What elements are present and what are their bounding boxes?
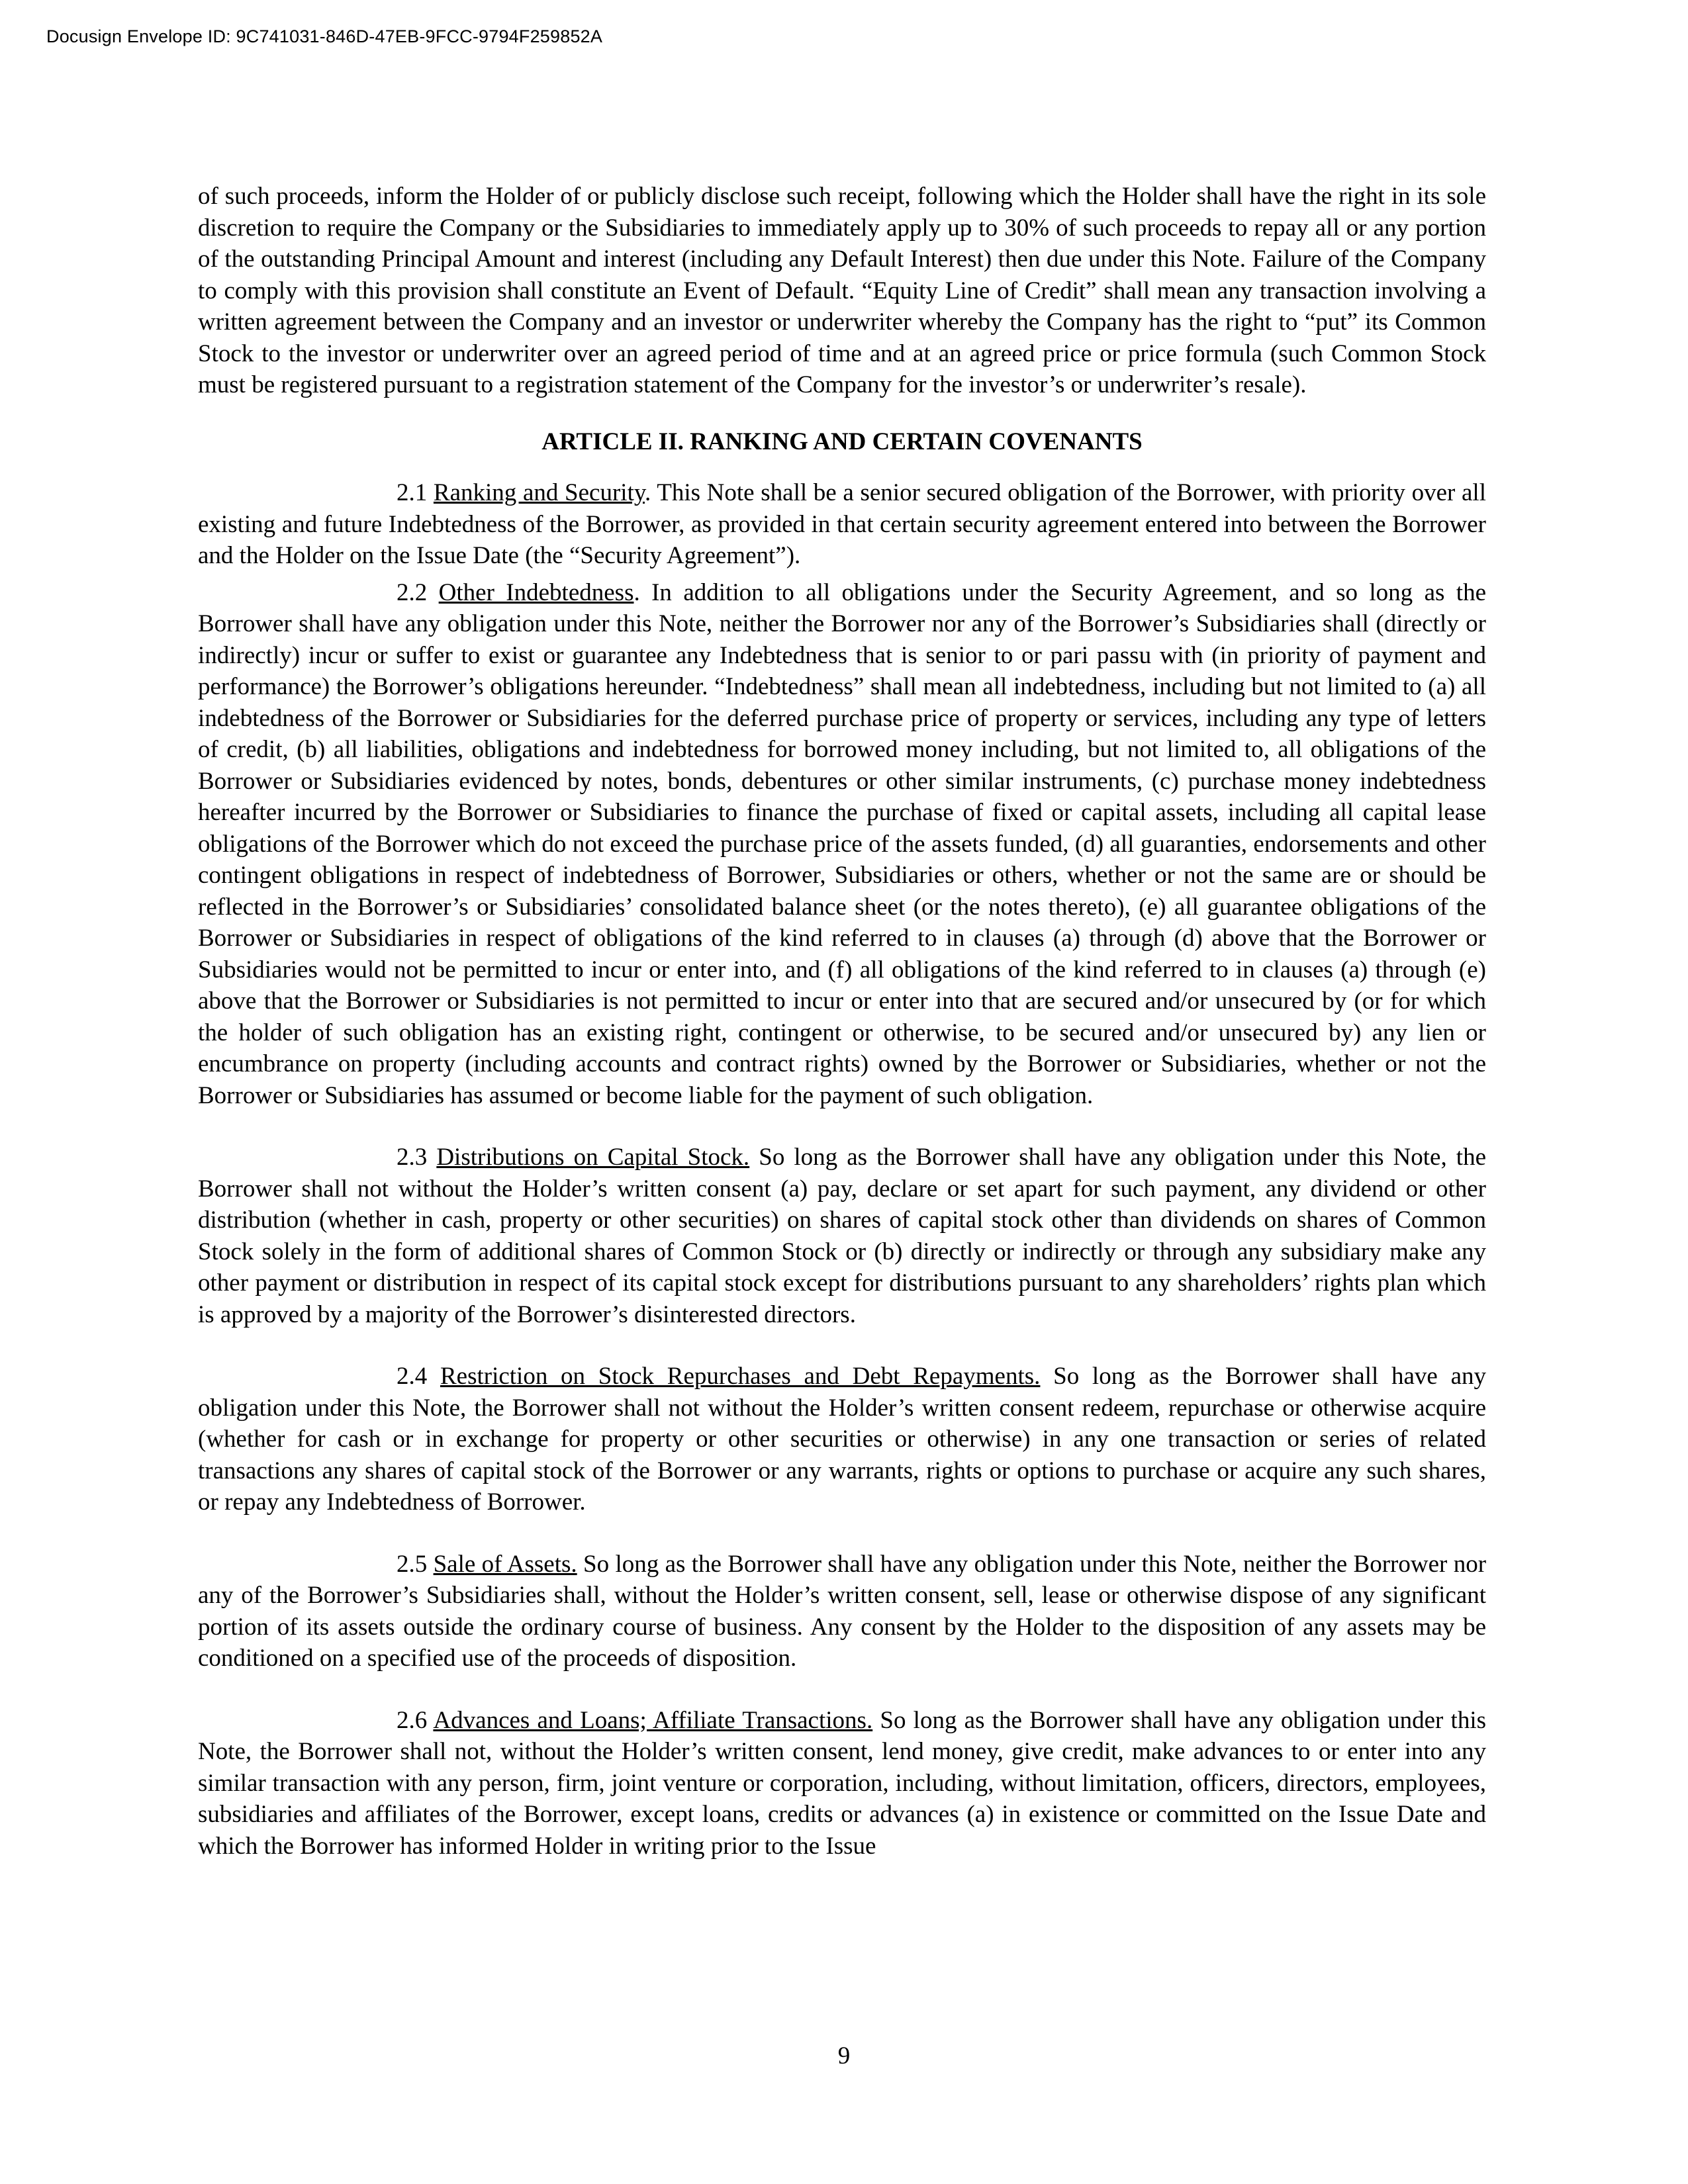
section-number: 2.2 (397, 578, 428, 606)
section-number: 2.4 (397, 1363, 428, 1390)
section-title: Sale of Assets. (433, 1550, 577, 1578)
section-title: Advances and Loans; Affiliate Transactions. (433, 1706, 873, 1734)
document-page (198, 181, 1486, 1862)
section-number: 2.1 (397, 479, 428, 506)
section-2-2 (198, 577, 1486, 1112)
section-2-6 (198, 1705, 1486, 1862)
article-heading: ARTICLE II. RANKING AND CERTAIN COVENANTS (541, 428, 1143, 455)
section-body: . In addition to all obligations under the Security Agreement, and so long as the Borrower shall have any obligation under this Note, neither the Borrower nor any of the Borrower’s Subsidiaries shall (directly or indirectly) incur or suffer to exist or guarantee any Indebtedness that is senior to or pari passu with (in priority of payment and performance) the Borrower’s obligations hereunder. “Indebtedness” shall mean all indebtedness, including but not limited to (a) all indebtedness of the Borrower or Subsidiaries for the deferred purchase price of property or services, including any type of letters of credit, (b) all liabilities, obligations and indebtedness for borrowed money including, but not limited to, all obligations of the Borrower or Subsidiaries evidenced by notes, bonds, debentures or other similar instruments, (c) purchase money indebtedness hereafter incurred by the Borrower or Subsidiaries to finance the purchase of fixed or capital assets, including all capital lease obligations of the Borrower which do not exceed the purchase price of the assets funded, (d) all guaranties, endorsements and other contingent obligations in respect of indebtedness of Borrower, Subsidiaries or others, whether or not the same are or should be reflected in the Borrower’s or Subsidiaries’ consolidated balance sheet (or the notes thereto), (e) all guarantee obligations of the Borrower or Subsidiaries in respect of obligations of the kind referred to in clauses (a) through (d) above that the Borrower or Subsidiaries would not be permitted to incur or enter into, and (f) all obligations of the kind referred to in clauses (a) through (e) above that the Borrower or Subsidiaries is not permitted to incur or enter into that are secured and/or unsecured by (or for which the holder of such obligation has an existing right, contingent or otherwise, to be secured and/or unsecured by) any lien or encumbrance on property (including accounts and contract rights) owned by the Borrower or Subsidiaries, whether or not the Borrower or Subsidiaries has assumed or become liable for the payment of such obligation. (198, 578, 1486, 1109)
section-title: Other Indebtedness (438, 578, 634, 606)
section-2-5 (198, 1549, 1486, 1674)
section-body: So long as the Borrower shall have any obligation under this Note, the Borrower shall not, without the Holder’s written consent, lend money, give credit, make advances to or enter into any similar transaction with any person, firm, joint venture or corporation, including, without limitation, officers, directors, employees, subsidiaries and affiliates of the Borrower, except loans, credits or advances (a) in existence or committed on the Issue Date and which the Borrower has informed Holder in writing prior to the Issue (198, 1706, 1486, 1860)
continuation-paragraph: of such proceeds, inform the Holder of or publicly disclose such receipt, following which the Holder shall have the right in its sole discretion to require the Company or the Subsidiaries to immediately apply up to 30% of such proceeds to repay all or any portion of the outstanding Principal Amount and interest (including any Default Interest) then due under this Note. Failure of the Company to comply with this provision shall constitute an Event of Default. “Equity Line of Credit” shall mean any transaction involving a written agreement between the Company and an investor or underwriter whereby the Company has the right to “put” its Common Stock to the investor or underwriter over an agreed period of time and at an agreed price or price formula (such Common Stock must be registered pursuant to a registration statement of the Company for the investor’s or underwriter’s resale). (198, 183, 1486, 398)
docusign-envelope-id: Docusign Envelope ID: 9C741031-846D-47EB-9FCC-9794F259852A (46, 26, 603, 46)
section-body: . This Note shall be a senior secured obligation of the Borrower, with priority over all existing and future Indebtedness of the Borrower, as provided in that certain security agreement entered into between the Borrower and the Holder on the Issue Date (the “Security Agreement”). (198, 479, 1486, 569)
section-body: So long as the Borrower shall have any obligation under this Note, the Borrower shall not without the Holder’s written consent redeem, repurchase or otherwise acquire (whether for cash or in exchange for property or other securities or otherwise) in any one transaction or series of related transactions any shares of capital stock of the Borrower or any warrants, rights or options to purchase or acquire any such shares, or repay any Indebtedness of Borrower. (198, 1363, 1486, 1516)
section-2-1 (198, 477, 1486, 572)
section-2-3 (198, 1142, 1486, 1330)
section-body: So long as the Borrower shall have any obligation under this Note, neither the Borrower nor any of the Borrower’s Subsidiaries shall, without the Holder’s written consent, sell, lease or otherwise dispose of any significant portion of its assets outside the ordinary course of business. Any consent by the Holder to the disposition of any assets may be conditioned on a specified use of the proceeds of disposition. (198, 1550, 1487, 1672)
section-body: So long as the Borrower shall have any obligation under this Note, the Borrower shall not without the Holder’s written consent (a) pay, declare or set apart for such payment, any dividend or other distribution (whether in cash, property or other securities) on shares of capital stock other than dividends on shares of Common Stock solely in the form of additional shares of Common Stock or (b) directly or indirectly or through any subsidiary make any other payment or distribution in respect of its capital stock except for distributions pursuant to any shareholders’ rights plan which is approved by a majority of the Borrower’s disinterested directors. (198, 1144, 1487, 1328)
section-number: 2.3 (397, 1144, 428, 1171)
page-number: 9 (837, 2042, 851, 2070)
section-title: Distributions on Capital Stock. (436, 1144, 750, 1171)
section-title: Ranking and Security (433, 479, 645, 506)
section-number: 2.6 (397, 1706, 428, 1734)
section-number: 2.5 (397, 1550, 428, 1578)
section-title: Restriction on Stock Repurchases and Debt Repayments. (440, 1363, 1041, 1390)
section-2-4 (198, 1361, 1486, 1518)
